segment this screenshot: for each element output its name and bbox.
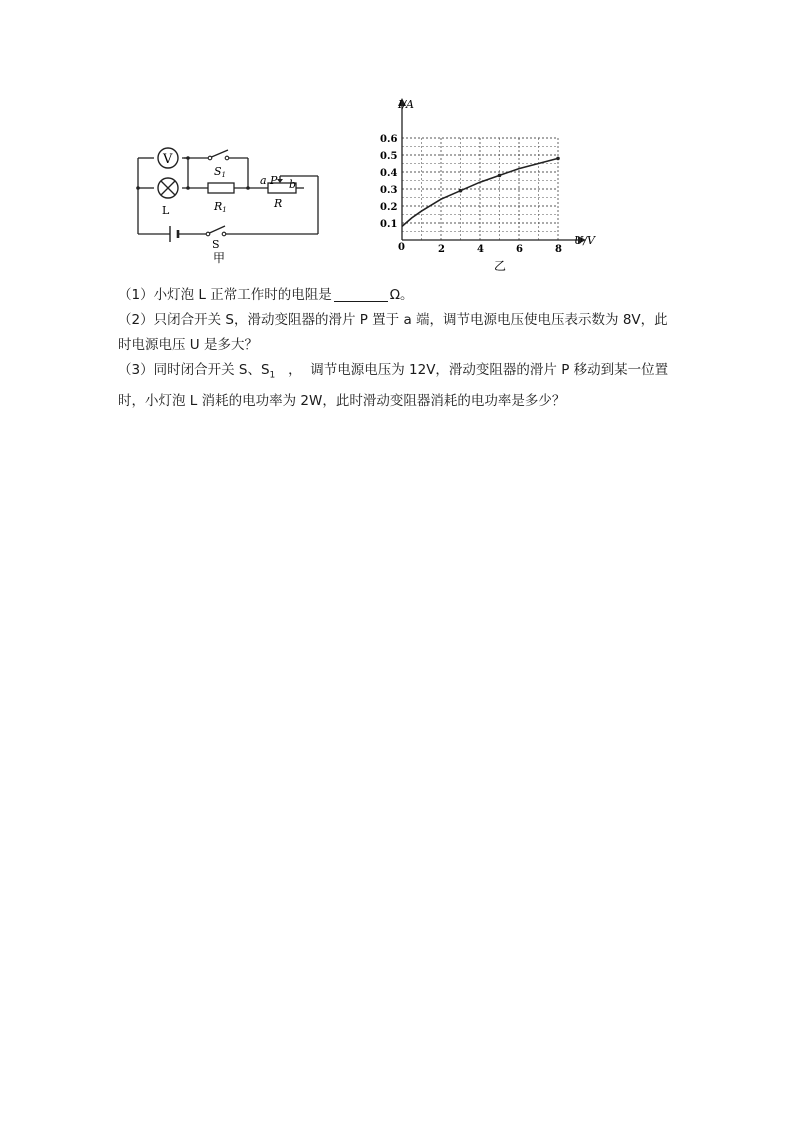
question-1-unit: Ω。: [389, 287, 414, 303]
y-tick-label: 0.2: [380, 202, 398, 213]
data-point: [556, 157, 560, 161]
data-point: [498, 174, 502, 178]
switch-s: [206, 226, 226, 251]
voltmeter-label: V: [163, 152, 173, 167]
voltmeter: [158, 148, 178, 168]
data-point: [459, 189, 463, 193]
y-tick-label: 0.1: [380, 219, 398, 230]
x-tick-label: 4: [477, 244, 484, 255]
question-block: [118, 283, 686, 414]
lamp-l: [158, 178, 178, 217]
origin-label: 0: [398, 242, 405, 253]
x-tick-label: 6: [516, 244, 523, 255]
iu-graph: [378, 94, 608, 276]
question-3-text-a: （3）同时闭合开关 S、S: [118, 362, 270, 378]
rheostat-r: [260, 174, 296, 210]
x-tick-label: 2: [438, 244, 445, 255]
answer-blank[interactable]: [334, 287, 388, 302]
question-1-text: （1）小灯泡 L 正常工作时的电阻是: [118, 287, 332, 303]
resistor-r1-label: R1: [214, 200, 227, 214]
question-2-line-2: 时电源电压 U 是多大？: [118, 337, 258, 353]
graph-ticks: [380, 134, 562, 255]
circuit-diagram: [128, 96, 328, 266]
question-1: [118, 283, 686, 308]
switch-s-label: S: [212, 238, 220, 251]
rheostat-label: R: [274, 197, 283, 210]
question-3-text-b: ， 调节电源电压为 12V，滑动变阻器的滑片 P 移动到某一位置: [275, 362, 669, 378]
graph-grid: [402, 138, 558, 240]
slider-p-label: P: [270, 174, 278, 187]
graph-caption: 乙: [494, 259, 507, 273]
slider-a-label: a: [260, 174, 267, 187]
battery: [170, 226, 178, 242]
y-tick-label: 0.6: [380, 134, 398, 145]
question-3-line-2: 时，小灯泡 L 消耗的电功率为 2W，此时滑动变阻器消耗的电功率是多少？: [118, 392, 566, 409]
y-axis-label: I/A: [398, 98, 414, 111]
circuit-caption: 甲: [213, 251, 226, 265]
lamp-label: L: [162, 204, 170, 217]
slider-b-label: b: [289, 178, 297, 191]
switch-s1: [208, 150, 229, 179]
question-3-subscript: 1: [269, 370, 276, 381]
x-axis-label: U/V: [574, 234, 595, 247]
y-tick-label: 0.4: [380, 168, 398, 179]
resistor-r1: [208, 183, 234, 214]
series-curve: [402, 158, 558, 226]
switch-s1-label: S1: [214, 165, 227, 179]
x-tick-label: 8: [555, 244, 562, 255]
y-tick-label: 0.5: [380, 151, 398, 162]
question-2-line-1: （2）只闭合开关 S，滑动变阻器的滑片 P 置于 a 端，调节电源电压使电压表示数为 8V，此: [118, 312, 668, 328]
y-tick-label: 0.3: [380, 185, 398, 196]
question-3-line-1: [118, 358, 686, 389]
